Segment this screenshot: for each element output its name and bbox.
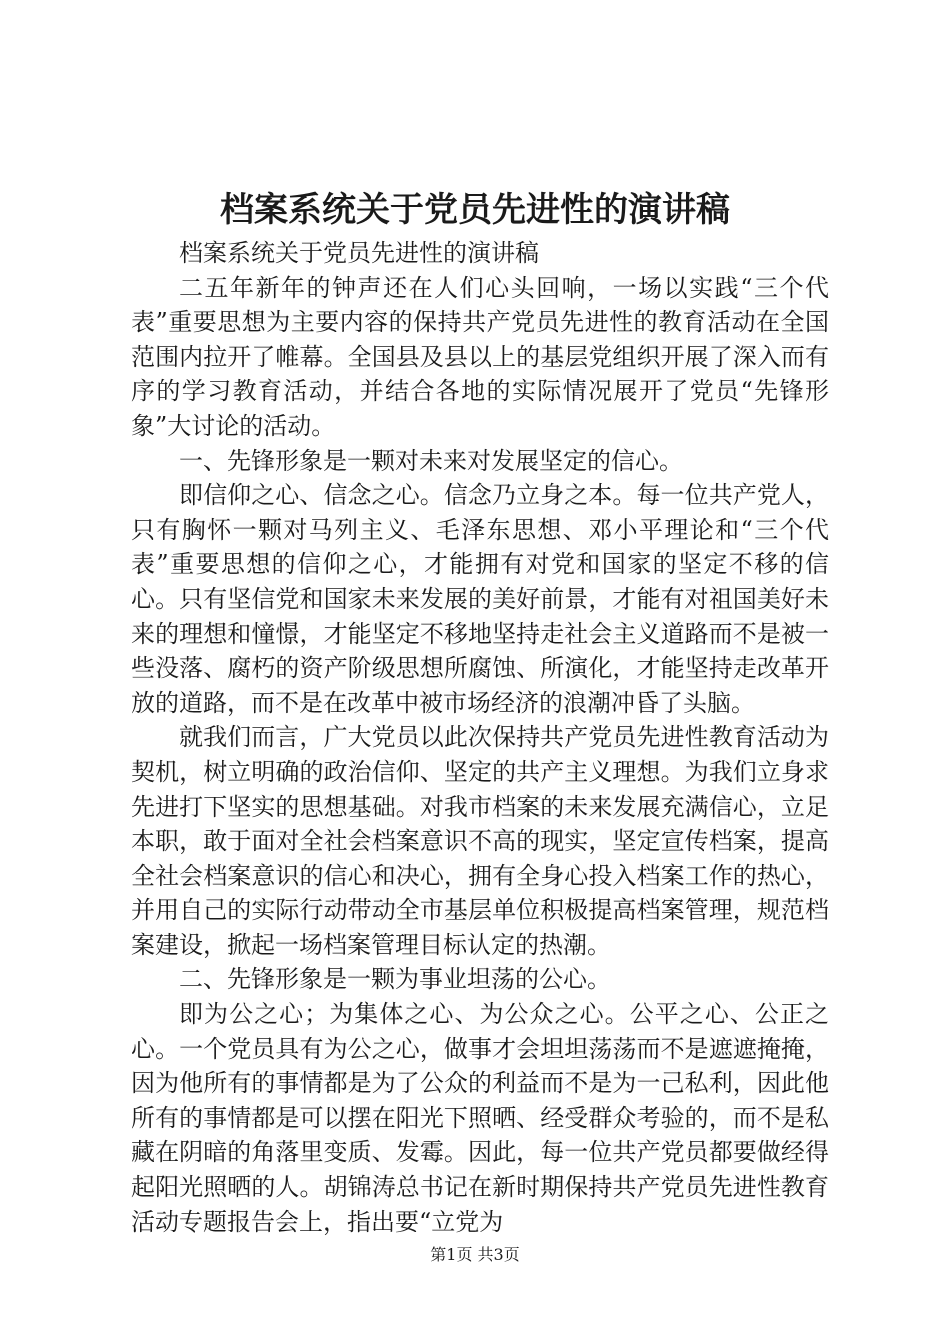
paragraph: 即为公之心；为集体之心、为公众之心。公平之心、公正之心。一个党员具有为公之心，做事才会坦坦荡荡而不是遮遮掩掩，因为他所有的事情都是为了公众的利益而不是为一己私利，因此他所有的事情都是可以摆在阳光下照晒、经受群众考验的，而不是私藏在阴暗的角落里变质、发霉。因此，每一位共产党员都要做经得起阳光照晒的人。胡锦涛总书记在新时期保持共产党员先进性教育活动专题报告会上，指出要“立党为 — [131, 1000, 829, 1236]
paragraph: 一、先锋形象是一颗对未来对发展坚定的信心。 — [179, 446, 683, 475]
paragraph: 即信仰之心、信念之心。信念乃立身之本。每一位共产党人，只有胸怀一颗对马列主义、毛泽东思想、邓小平理论和“三个代表”重要思想的信仰之心，才能拥有对党和国家的坚定不移的信心。只有坚信党和国家未来发展的美好前景，才能有对祖国美好未来的理想和憧憬，才能坚定不移地坚持走社会主义道路而不是被一些没落、腐朽的资产阶级思想所腐蚀、所演化，才能坚持走改革开放的道路，而不是在改革中被市场经济的浪潮冲昏了头脑。 — [131, 481, 829, 717]
document-body — [131, 236, 829, 1239]
document-title: 档案系统关于党员先进性的演讲稿 — [220, 190, 730, 230]
paragraph: 二五年新年的钟声还在人们心头回响，一场以实践“三个代表”重要思想为主要内容的保持共产党员先进性的教育活动在全国范围内拉开了帷幕。全国县及县以上的基层党组织开展了深入而有序的学习教育活动，并结合各地的实际情况展开了党员“先锋形象”大讨论的活动。 — [131, 273, 829, 440]
paragraph: 二、先锋形象是一颗为事业坦荡的公心。 — [179, 965, 611, 994]
page-number-footer: 第1页 共3页 — [430, 1245, 520, 1264]
paragraph: 档案系统关于党员先进性的演讲稿 — [179, 239, 539, 267]
paragraph: 就我们而言，广大党员以此次保持共产党员先进性教育活动为契机，树立明确的政治信仰、坚定的共产主义理想。为我们立身求先进打下坚实的思想基础。对我市档案的未来发展充满信心，立足本职，敢于面对全社会档案意识不高的现实，坚定宣传档案，提高全社会档案意识的信心和决心，拥有全身心投入档案工作的热心，并用自己的实际行动带动全市基层单位积极提高档案管理，规范档案建设，掀起一场档案管理目标认定的热潮。 — [131, 723, 829, 959]
